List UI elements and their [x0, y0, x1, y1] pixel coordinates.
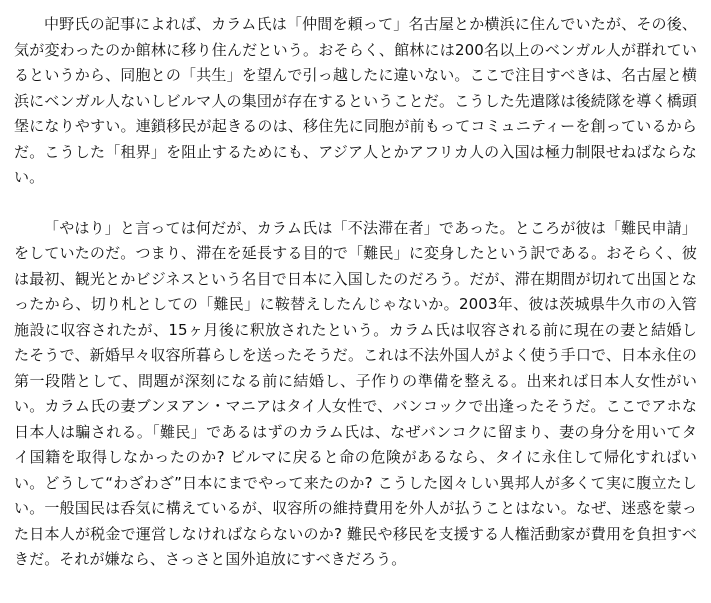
paragraph: 中野氏の記事によれば、カラム氏は「仲間を頼って」名古屋とか横浜に住んでいたが、その後、気が変わったのか館林に移り住んだという。おそらく、館林には200名以上のベンガル人が群れているというから、同胞との「共生」を望んで引っ越したに違いない。ここで注目すべきは、名古屋と横浜にベンガル人ないしビルマ人の集団が存在するということだ。こうした先遣隊は後続隊を導く橋頭堡になりやすい。連鎖移民が起きるのは、移住先に同胞が前もってコミュニティーを創っているからだ。こうした「租界」を阻止するためにも、アジア人とかアフリカ人の入国は極力制限せねばならない。	[14, 15, 697, 186]
paragraph: 「やはり」と言っては何だが、カラム氏は「不法滞在者」であった。ところが彼は「難民申請」をしていたのだ。つまり、滞在を延長する目的で「難民」に変身したという訳である。おそらく、彼は最初、観光とかビジネスという名目で日本に入国したのだろう。だが、滞在期間が切れて出国となったから、切り札としての「難民」に鞍替えしたんじゃないか。2003年、彼は茨城県牛久市の入管施設に収容されたが、15ヶ月後に釈放されたという。カラム氏は収容される前に現在の妻と結婚したそうで、新婚早々収容所暮らしを送ったそうだ。これは不法外国人がよく使う手口で、日本永住の第一段階として、問題が深刻になる前に結婚し、子作りの準備を整える。出来れば日本人女性がいい。カラム氏の妻ブンヌアン・マニアはタイ人女性で、バンコックで出逢ったそうだ。ここでアホな日本人は騙される。「難民」であるはずのカラム氏は、なぜバンコクに留まり、妻の身分を用いてタイ国籍を取得しなかったのか? ビルマに戻ると命の危険があるなら、タイに永住して帰化すればいい。どうして“わざわざ”日本にまでやって来たのか? こうした図々しい異邦人が多くて実に腹立たしい。一般国民は呑気に構えているが、収容所の維持費用を外人が払うことはない。なぜ、迷惑を蒙った日本人が税金で運営しなければならないのか? 難民や移民を支援する人権活動家が費用を負担すべきだ。それが嫌なら、さっさと国外追放にすべきだろう。	[14, 218, 697, 568]
